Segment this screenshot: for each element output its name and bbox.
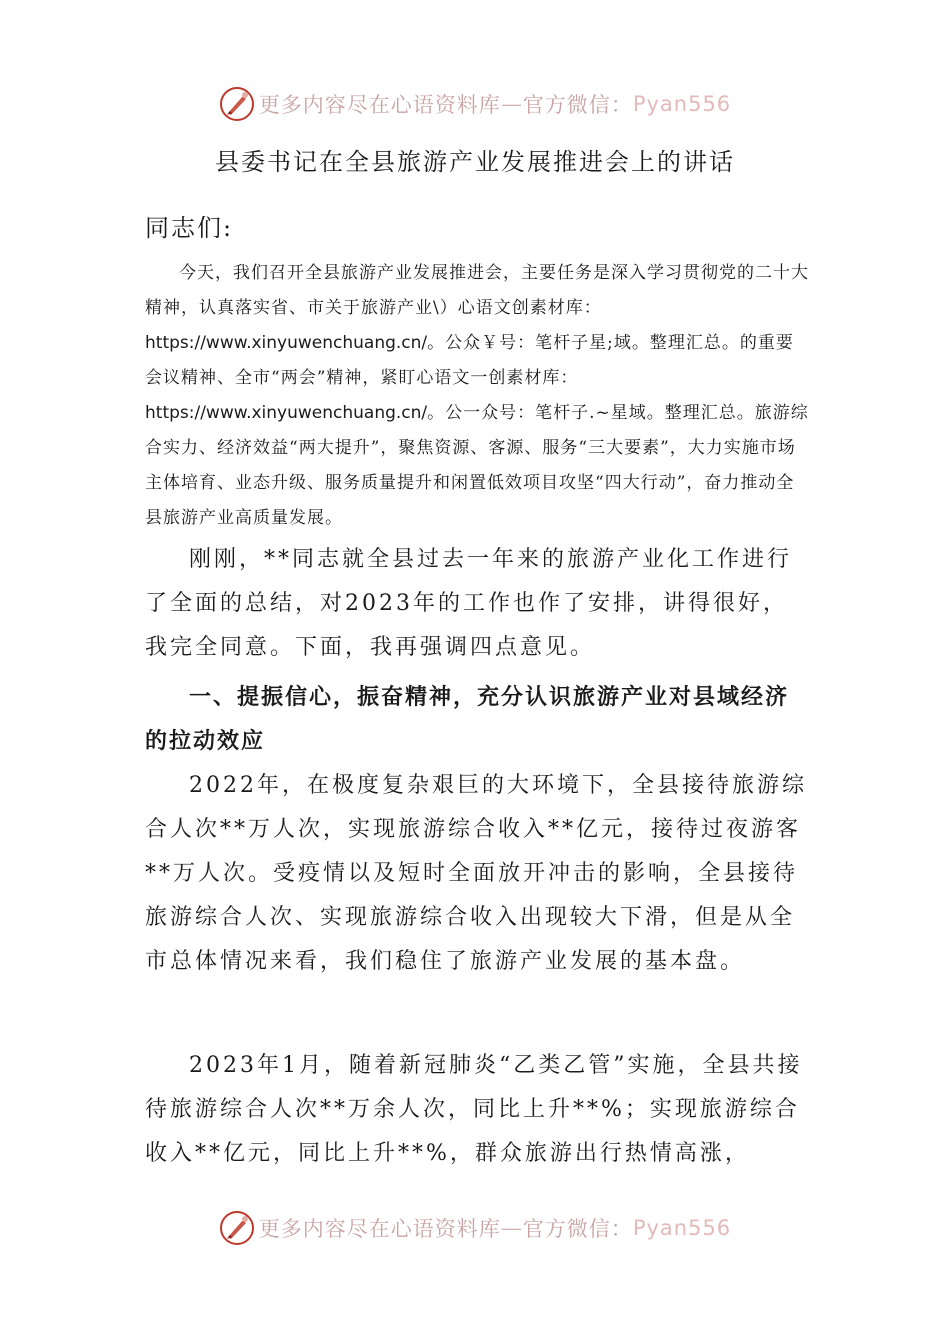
intro-text-2: 。公众￥号：笔杆子星;域。整理汇总。的重要会议精神、全市“两会”精神，紧盯心语文一创素材库： — [145, 333, 794, 388]
banner-wechat-id: Pyan556 — [632, 92, 732, 116]
greeting: 同志们: — [145, 214, 234, 242]
pen-logo-icon — [219, 1210, 255, 1246]
banner-wechat-label: 官方微信： — [522, 93, 633, 117]
watermark-banner-bottom — [0, 1206, 950, 1250]
body-paragraph-3: 2023年1月，随着新冠肺炎“乙类乙管”实施，全县共接待旅游综合人次**万余人次，同比上升**%；实现旅游综合收入**亿元，同比上升**%，群众旅游出行热情高涨， — [145, 1053, 803, 1166]
banner-wechat-label: 官方微信： — [522, 1217, 633, 1241]
intro-text-1: 今天，我们召开全县旅游产业发展推进会，主要任务是深入学习贯彻党的二十大精神，认真落实省、市关于旅游产业\）心语文创素材库： — [145, 263, 809, 318]
banner-wechat-id: Pyan556 — [632, 1216, 732, 1240]
pen-logo-icon — [219, 86, 255, 122]
section-heading-1: 一、提振信心，振奋精神，充分认识旅游产业对县域经济的拉动效应 — [145, 685, 790, 754]
body-paragraph-1: 刚刚，**同志就全县过去一年来的旅游产业化工作进行了全面的总结，对2023年的工作也作了安排，讲得很好，我完全同意。下面，我再强调四点意见。 — [145, 547, 793, 660]
banner-dash: — — [500, 92, 523, 116]
body-paragraph-2: 2022年，在极度复杂艰巨的大环境下，全县接待旅游综合人次**万人次，实现旅游综合收入**亿元，接待过夜游客**万人次。受疫情以及短时全面放开冲击的影响，全县接待旅游综合人次、实现旅游综合收入出现较大下滑，但是从全市总体情况来看，我们稳住了旅游产业发展的基本盘。 — [145, 773, 807, 974]
banner-main-text: 更多内容尽在心语资料库 — [258, 93, 501, 117]
intro-url-1: https://www.xinyuwenchuang.cn/ — [145, 333, 428, 353]
intro-text-3: 。公一众号：笔杆子.~星域。整理汇总。旅游综合实力、经济效益“两大提升”，聚焦资源、客源、服务“三大要素”，大力实施市场主体培育、业态升级、服务质量提升和闲置低效项目攻坚“四大行动”，奋力推动全县旅游产业高质量发展。 — [145, 403, 809, 528]
intro-url-2: https://www.xinyuwenchuang.cn/ — [145, 403, 428, 423]
banner-main-text: 更多内容尽在心语资料库 — [258, 1217, 501, 1241]
banner-dash: — — [500, 1216, 523, 1240]
watermark-banner-top — [0, 82, 950, 126]
intro-paragraph — [145, 256, 810, 536]
document-title: 县委书记在全县旅游产业发展推进会上的讲话 — [215, 148, 735, 176]
